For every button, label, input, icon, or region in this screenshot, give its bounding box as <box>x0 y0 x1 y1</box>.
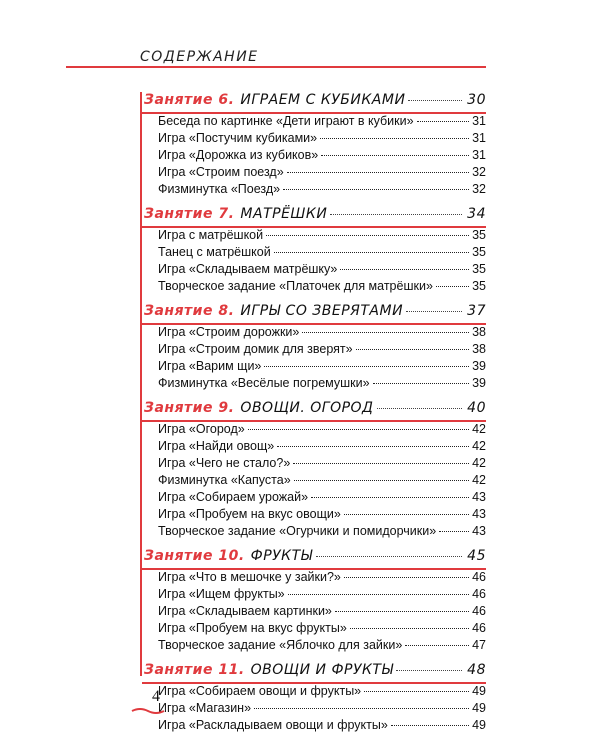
toc-entry[interactable] <box>140 621 486 638</box>
toc-entry-title: Игра «Варим щи» <box>158 359 262 373</box>
toc-entry-title: Игра «Складываем картинки» <box>158 604 332 618</box>
leader-dots <box>264 366 469 367</box>
lesson-page-number: 48 <box>467 662 486 678</box>
leader-dots <box>340 269 469 270</box>
lesson-heading[interactable] <box>140 400 486 420</box>
toc-entry-page: 43 <box>472 524 486 538</box>
toc-entry-title: Физминутка «Капуста» <box>158 473 291 487</box>
page-title: СОДЕРЖАНИЕ <box>140 49 259 65</box>
leader-dots <box>294 480 469 481</box>
toc-entry-title: Игра с матрёшкой <box>158 228 264 242</box>
leader-dots <box>274 252 469 253</box>
toc-entry[interactable] <box>140 359 486 376</box>
toc-entry-title: Игра «Складываем матрёшку» <box>158 262 338 276</box>
toc-entry[interactable] <box>140 604 486 621</box>
toc-entry-title: Игра «Огород» <box>158 422 245 436</box>
leader-dots <box>439 531 469 532</box>
table-of-contents <box>140 92 486 742</box>
toc-entry-title: Игра «Дорожка из кубиков» <box>158 148 319 162</box>
lesson-number: Занятие 8. <box>144 303 235 319</box>
leader-dots <box>316 556 463 557</box>
leader-dots <box>293 463 469 464</box>
leader-dots <box>350 628 469 629</box>
toc-entry[interactable] <box>140 131 486 148</box>
toc-entry-title: Игра «Собираем овощи и фрукты» <box>158 684 362 698</box>
toc-entry[interactable] <box>140 524 486 541</box>
toc-entry-page: 47 <box>472 638 486 652</box>
toc-entry[interactable] <box>140 342 486 359</box>
toc-entry[interactable] <box>140 684 486 701</box>
toc-entry-page: 38 <box>472 325 486 339</box>
leader-dots <box>283 189 469 190</box>
toc-entry[interactable] <box>140 148 486 165</box>
toc-entry-page: 42 <box>472 456 486 470</box>
toc-entry[interactable] <box>140 507 486 524</box>
toc-entry-page: 31 <box>472 148 486 162</box>
lesson-number: Занятие 7. <box>144 206 235 222</box>
lesson-block <box>140 92 486 206</box>
toc-entry-page: 35 <box>472 262 486 276</box>
lesson-title: ОВОЩИ И ФРУКТЫ <box>250 662 394 678</box>
toc-entry-page: 38 <box>472 342 486 356</box>
lesson-block <box>140 303 486 400</box>
toc-entry-page: 39 <box>472 376 486 390</box>
leader-dots <box>356 349 469 350</box>
lesson-heading[interactable] <box>140 548 486 568</box>
lesson-title: МАТРЁШКИ <box>240 206 328 222</box>
toc-entry[interactable] <box>140 228 486 245</box>
leader-dots <box>344 577 469 578</box>
toc-entry-title: Игра «Что в мешочке у зайки?» <box>158 570 341 584</box>
toc-entry[interactable] <box>140 490 486 507</box>
page-number: 4 <box>152 688 160 705</box>
toc-entry-page: 46 <box>472 604 486 618</box>
leader-dots <box>266 235 469 236</box>
toc-entry[interactable] <box>140 245 486 262</box>
toc-entry-page: 32 <box>472 165 486 179</box>
lesson-page-number: 37 <box>467 303 486 319</box>
leader-dots <box>391 725 469 726</box>
toc-entry-title: Творческое задание «Огурчики и помидорчики» <box>158 524 437 538</box>
toc-entry-page: 46 <box>472 570 486 584</box>
leader-dots <box>396 670 462 671</box>
leader-dots <box>288 594 469 595</box>
toc-entry-title: Игра «Постучим кубиками» <box>158 131 318 145</box>
toc-entry[interactable] <box>140 718 486 735</box>
leader-dots <box>344 514 469 515</box>
toc-entry-page: 31 <box>472 131 486 145</box>
toc-entry-page: 42 <box>472 473 486 487</box>
toc-entry[interactable] <box>140 638 486 655</box>
toc-entry[interactable] <box>140 182 486 199</box>
toc-entry-page: 49 <box>472 701 486 715</box>
toc-entry-page: 43 <box>472 507 486 521</box>
toc-entry-page: 35 <box>472 279 486 293</box>
lesson-heading[interactable] <box>140 92 486 112</box>
toc-entry-page: 39 <box>472 359 486 373</box>
leader-dots <box>406 311 462 312</box>
leader-dots <box>254 708 469 709</box>
toc-entry-title: Физминутка «Поезд» <box>158 182 281 196</box>
toc-entry-title: Танец с матрёшкой <box>158 245 271 259</box>
leader-dots <box>248 429 469 430</box>
page-number-swash-icon <box>130 706 166 716</box>
leader-dots <box>320 138 469 139</box>
leader-dots <box>277 446 469 447</box>
toc-entry-title: Игра «Собираем урожай» <box>158 490 309 504</box>
toc-entry-page: 49 <box>472 684 486 698</box>
toc-entry[interactable] <box>140 473 486 490</box>
header-rule <box>66 66 486 68</box>
toc-entry[interactable] <box>140 376 486 393</box>
toc-entry[interactable] <box>140 701 486 718</box>
lesson-page-number: 34 <box>467 206 486 222</box>
toc-entry[interactable] <box>140 114 486 131</box>
toc-entry[interactable] <box>140 262 486 279</box>
lesson-number: Занятие 10. <box>144 548 245 564</box>
lesson-page-number: 30 <box>467 92 486 108</box>
lesson-block <box>140 548 486 662</box>
lesson-heading[interactable] <box>140 662 486 682</box>
toc-entry-title: Игра «Раскладываем овощи и фрукты» <box>158 718 388 732</box>
lesson-block <box>140 662 486 742</box>
leader-dots <box>311 497 469 498</box>
toc-entry[interactable] <box>140 587 486 604</box>
toc-entry[interactable] <box>140 439 486 456</box>
toc-entry-page: 49 <box>472 718 486 732</box>
toc-entry-page: 42 <box>472 422 486 436</box>
leader-dots <box>287 172 469 173</box>
lesson-heading[interactable] <box>140 303 486 323</box>
toc-entry-page: 32 <box>472 182 486 196</box>
lesson-block <box>140 400 486 548</box>
toc-entry-title: Игра «Ищем фрукты» <box>158 587 285 601</box>
toc-entry-page: 43 <box>472 490 486 504</box>
leader-dots <box>321 155 469 156</box>
toc-entry-page: 46 <box>472 587 486 601</box>
leader-dots <box>436 286 469 287</box>
lesson-number: Занятие 11. <box>144 662 245 678</box>
toc-entry-title: Игра «Строим домик для зверят» <box>158 342 353 356</box>
leader-dots <box>408 100 462 101</box>
lesson-page-number: 45 <box>467 548 486 564</box>
lesson-page-number: 40 <box>467 400 486 416</box>
leader-dots <box>405 645 469 646</box>
toc-entry[interactable] <box>140 422 486 439</box>
lesson-number: Занятие 9. <box>144 400 235 416</box>
toc-entry[interactable] <box>140 279 486 296</box>
toc-entry-title: Творческое задание «Яблочко для зайки» <box>158 638 403 652</box>
lesson-block <box>140 206 486 303</box>
lesson-heading[interactable] <box>140 206 486 226</box>
leader-dots <box>330 214 462 215</box>
leader-dots <box>335 611 469 612</box>
toc-entry-title: Игра «Магазин» <box>158 701 252 715</box>
toc-entry-title: Беседа по картинке «Дети играют в кубики» <box>158 114 414 128</box>
lesson-number: Занятие 6. <box>144 92 235 108</box>
leader-dots <box>377 408 463 409</box>
toc-entry-page: 42 <box>472 439 486 453</box>
lesson-title: ИГРАЕМ С КУБИКАМИ <box>240 92 406 108</box>
toc-entry-title: Игра «Найди овощ» <box>158 439 275 453</box>
lesson-title: ОВОЩИ. ОГОРОД <box>240 400 374 416</box>
toc-entry-page: 35 <box>472 245 486 259</box>
toc-entry[interactable] <box>140 325 486 342</box>
toc-entry[interactable] <box>140 456 486 473</box>
toc-entry-title: Физминутка «Весёлые погремушки» <box>158 376 370 390</box>
toc-entry-title: Игра «Чего не стало?» <box>158 456 291 470</box>
leader-dots <box>417 121 470 122</box>
toc-entry-title: Игра «Строим поезд» <box>158 165 284 179</box>
toc-entry-title: Творческое задание «Платочек для матрёшки» <box>158 279 433 293</box>
lesson-title: ФРУКТЫ <box>250 548 313 564</box>
toc-entry[interactable] <box>140 570 486 587</box>
lesson-title: ИГРЫ СО ЗВЕРЯТАМИ <box>240 303 404 319</box>
toc-entry-title: Игра «Пробуем на вкус овощи» <box>158 507 341 521</box>
toc-entry-page: 46 <box>472 621 486 635</box>
leader-dots <box>302 332 469 333</box>
leader-dots <box>373 383 470 384</box>
toc-entry[interactable] <box>140 165 486 182</box>
toc-entry-title: Игра «Строим дорожки» <box>158 325 300 339</box>
toc-entry-page: 35 <box>472 228 486 242</box>
leader-dots <box>364 691 469 692</box>
toc-entry-title: Игра «Пробуем на вкус фрукты» <box>158 621 347 635</box>
toc-entry-page: 31 <box>472 114 486 128</box>
